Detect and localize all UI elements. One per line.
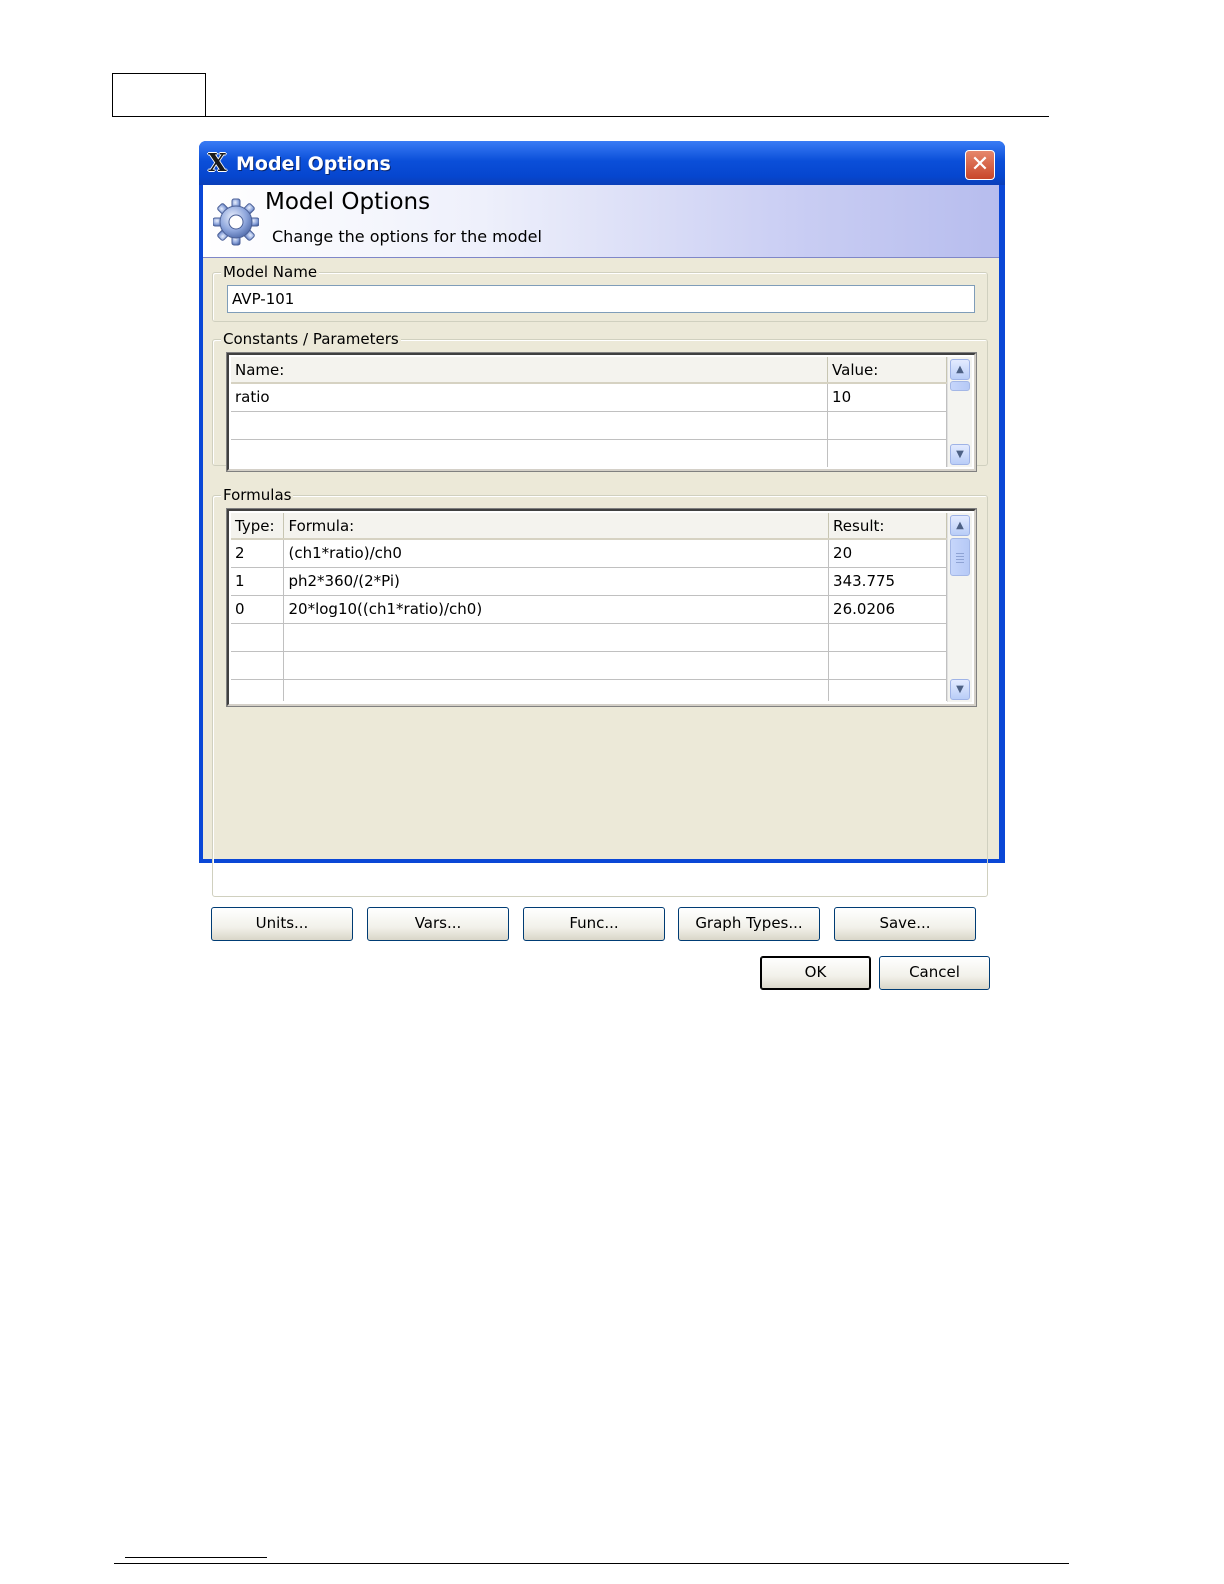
table-row[interactable] [231, 539, 947, 567]
table-cell[interactable] [231, 651, 284, 679]
page-header-box [112, 73, 206, 117]
app-x-icon: X [208, 148, 227, 177]
model-name-group [212, 263, 988, 322]
table-cell[interactable]: 1 [231, 567, 284, 595]
column-header-name[interactable]: Name: [231, 357, 828, 383]
table-cell[interactable]: 20 [829, 539, 947, 567]
formulas-label: Formulas [223, 486, 292, 504]
column-header-value[interactable]: Value: [828, 357, 947, 383]
units-button[interactable]: Units... [211, 907, 353, 941]
table-cell[interactable] [829, 679, 947, 701]
table-row[interactable] [231, 679, 947, 701]
column-header-formula[interactable]: Formula: [284, 513, 829, 539]
column-header-result[interactable]: Result: [829, 513, 947, 539]
table-cell[interactable]: 10 [828, 383, 947, 411]
table-row[interactable] [231, 567, 947, 595]
formulas-grid [231, 513, 947, 701]
page-header-rule [112, 116, 1049, 117]
table-cell[interactable]: 2 [231, 539, 284, 567]
ok-button[interactable]: OK [760, 956, 871, 990]
table-cell[interactable] [231, 411, 828, 439]
vars-button[interactable]: Vars... [367, 907, 509, 941]
dialog-client-area [203, 185, 999, 981]
table-cell[interactable] [231, 679, 284, 701]
save-button[interactable]: Save... [834, 907, 976, 941]
dialog-banner [203, 185, 999, 258]
table-cell[interactable] [231, 439, 828, 467]
table-cell[interactable] [231, 623, 284, 651]
table-row[interactable] [231, 411, 947, 439]
scroll-up-icon[interactable]: ▲ [950, 515, 970, 536]
banner-subtitle: Change the options for the model [272, 227, 542, 246]
formulas-header-row [231, 513, 947, 539]
graph-types-button[interactable]: Graph Types... [678, 907, 820, 941]
scroll-thumb[interactable] [950, 538, 970, 576]
window-title: Model Options [236, 153, 391, 175]
constants-table [227, 353, 976, 471]
cancel-button[interactable]: Cancel [879, 956, 990, 990]
table-cell[interactable]: (ch1*ratio)/ch0 [284, 539, 829, 567]
footer-rule [114, 1563, 1069, 1564]
formulas-table [227, 509, 976, 706]
constants-group [212, 330, 988, 466]
constants-label: Constants / Parameters [223, 330, 399, 348]
table-cell[interactable] [829, 651, 947, 679]
table-row[interactable] [231, 623, 947, 651]
scroll-thumb[interactable] [950, 381, 970, 391]
thumb-grip [956, 556, 964, 557]
constants-grid [231, 357, 947, 467]
table-cell[interactable] [284, 679, 829, 701]
thumb-grip [956, 562, 964, 563]
table-cell[interactable] [828, 411, 947, 439]
model-options-dialog [199, 141, 1005, 981]
table-cell[interactable] [284, 623, 829, 651]
table-cell[interactable]: ratio [231, 383, 828, 411]
formulas-scrollbar[interactable] [947, 513, 972, 702]
table-cell[interactable] [828, 439, 947, 467]
scroll-up-icon[interactable]: ▲ [950, 359, 970, 380]
table-row[interactable] [231, 439, 947, 467]
table-cell[interactable] [284, 651, 829, 679]
scroll-down-icon[interactable]: ▼ [950, 679, 970, 700]
thumb-grip [956, 553, 964, 554]
thumb-grip [956, 559, 964, 560]
title-bar[interactable] [199, 141, 1005, 185]
table-cell[interactable]: 343.775 [829, 567, 947, 595]
constants-header-row [231, 357, 947, 383]
model-name-label: Model Name [223, 263, 318, 281]
func-button[interactable]: Func... [523, 907, 665, 941]
table-row[interactable] [231, 595, 947, 623]
gear-icon [213, 197, 259, 247]
model-name-field[interactable]: AVP-101 [227, 285, 975, 313]
table-cell[interactable]: ph2*360/(2*Pi) [284, 567, 829, 595]
banner-title: Model Options [265, 189, 431, 215]
table-cell[interactable]: 26.0206 [829, 595, 947, 623]
scroll-down-icon[interactable]: ▼ [950, 444, 970, 465]
footer-short-rule [125, 1557, 267, 1558]
table-row[interactable] [231, 383, 947, 411]
table-row[interactable] [231, 651, 947, 679]
constants-scrollbar[interactable] [947, 357, 972, 467]
column-header-type[interactable]: Type: [231, 513, 284, 539]
formulas-group [212, 486, 988, 897]
table-cell[interactable]: 0 [231, 595, 284, 623]
table-cell[interactable] [829, 623, 947, 651]
table-cell[interactable]: 20*log10((ch1*ratio)/ch0) [284, 595, 829, 623]
close-button[interactable]: ✕ [965, 150, 995, 180]
